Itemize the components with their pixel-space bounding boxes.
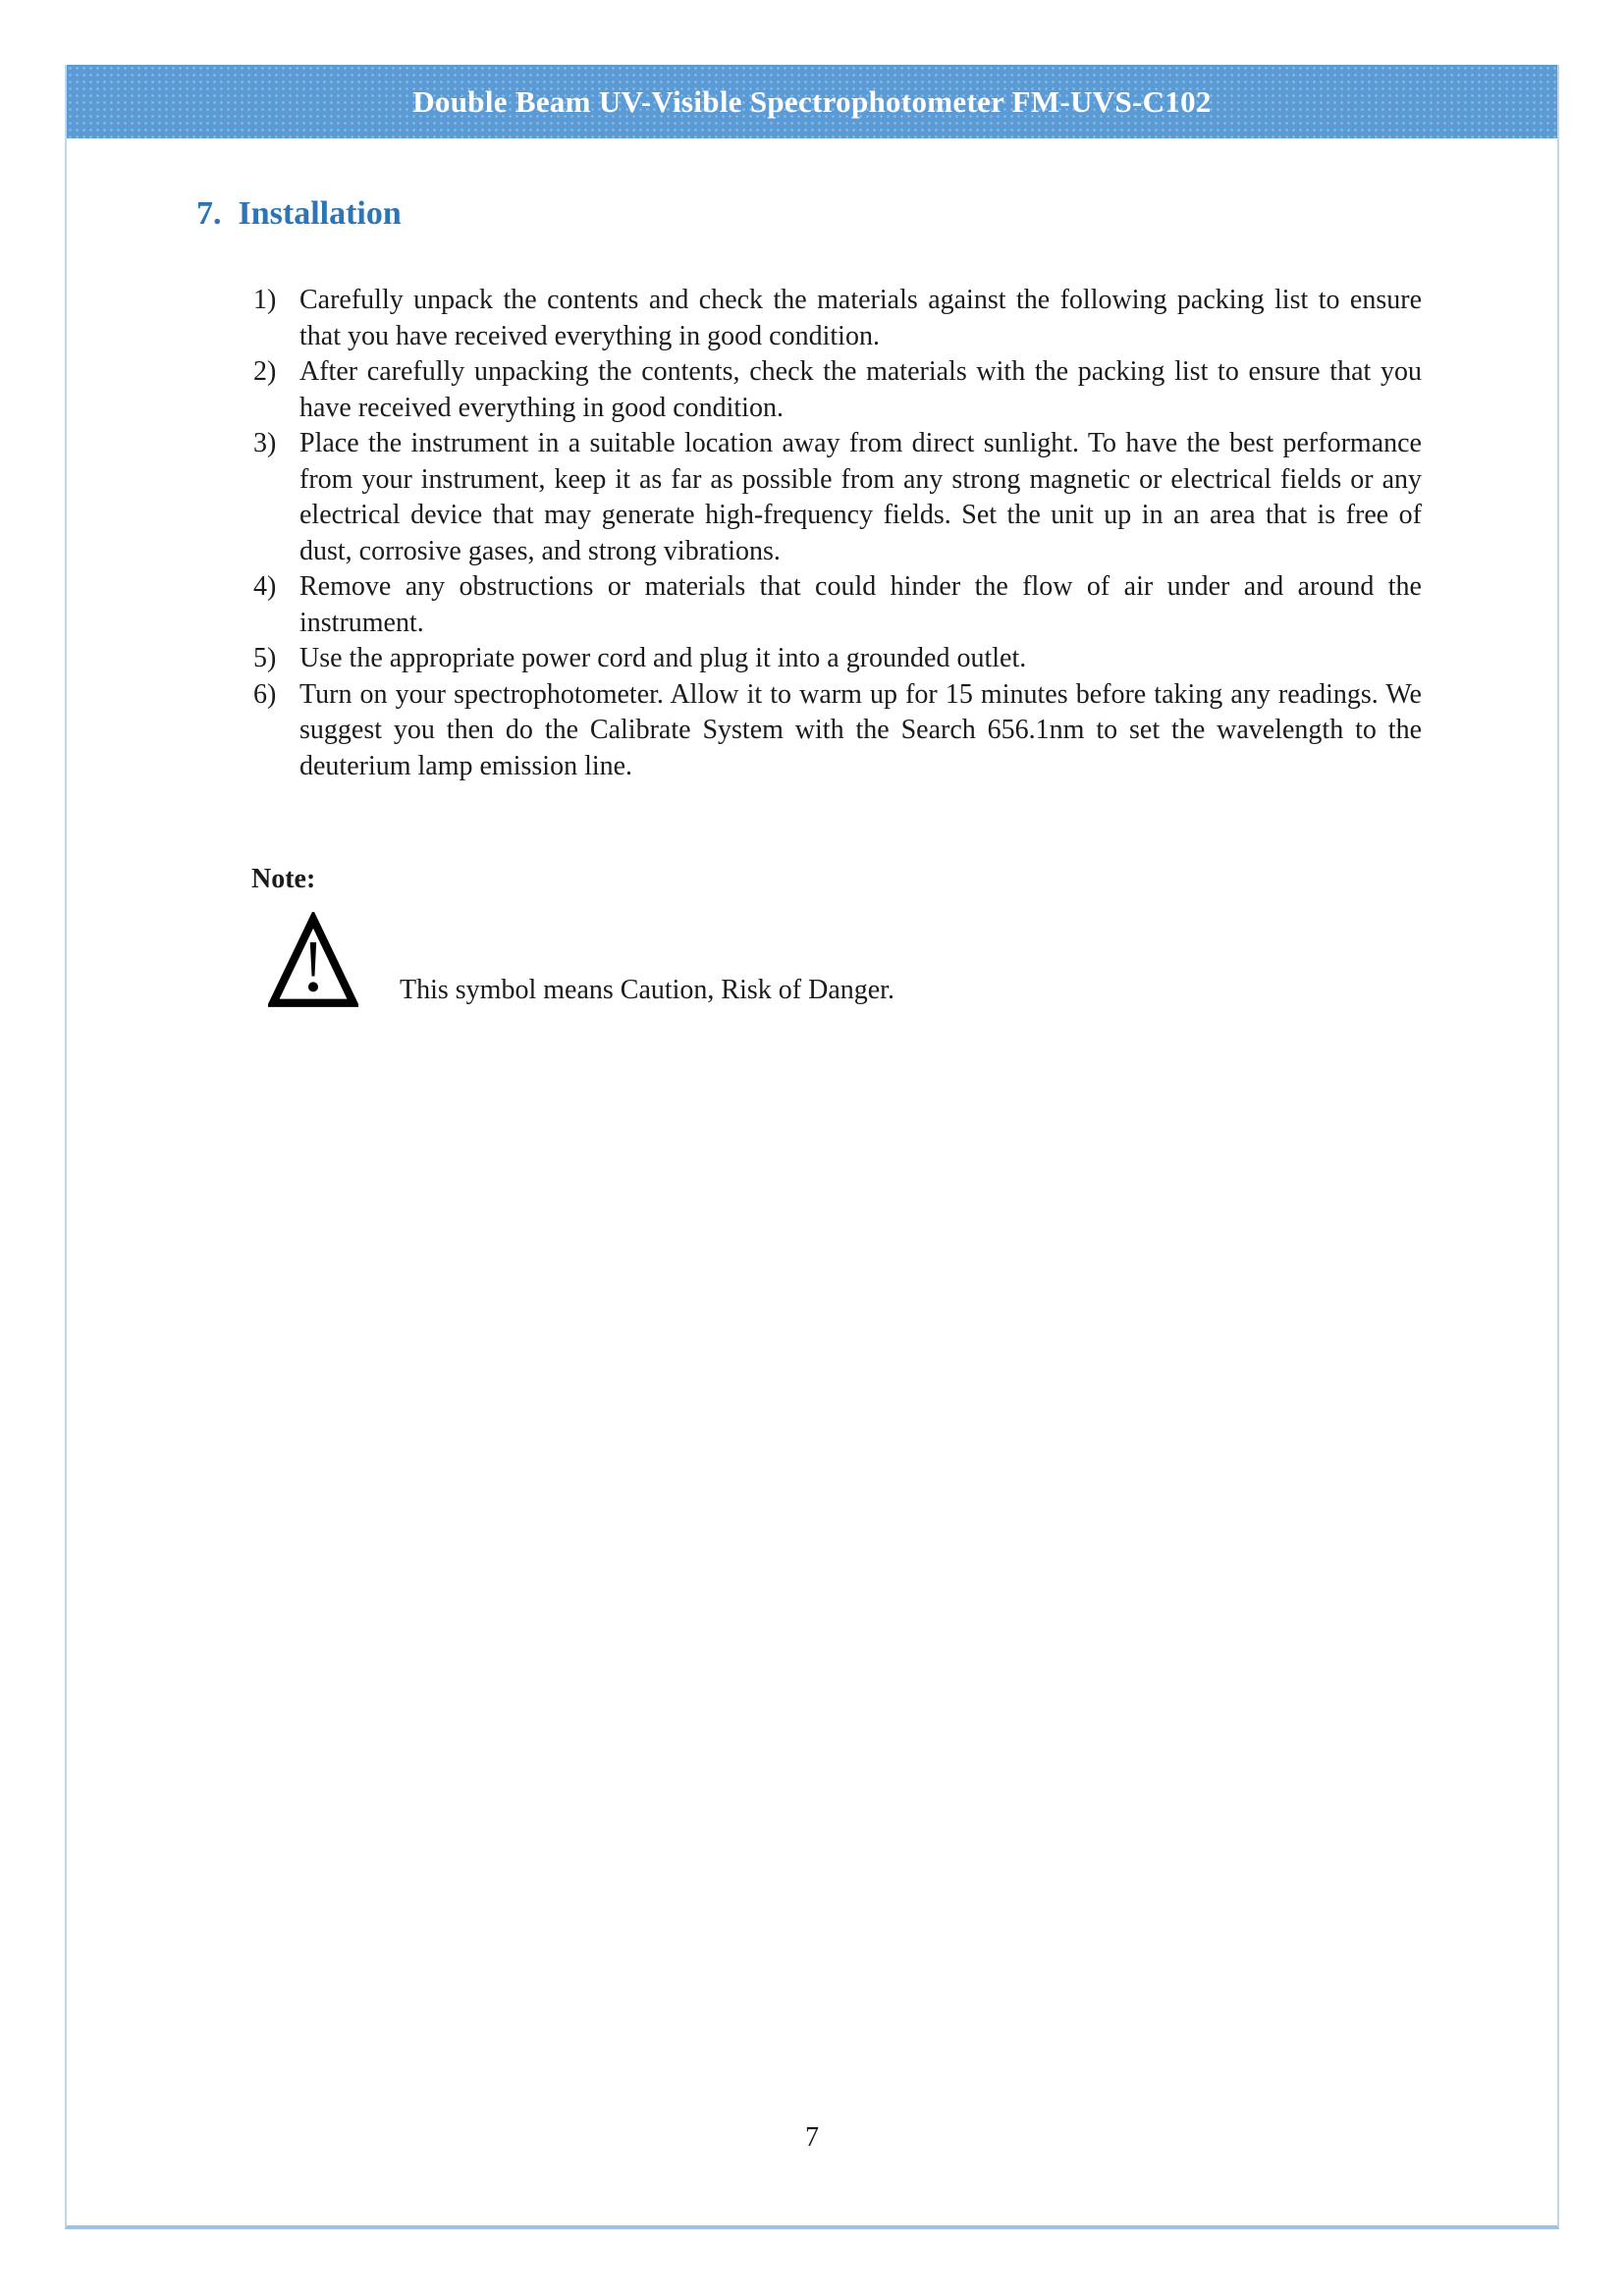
list-item [253,677,1422,785]
caution-row [268,912,1422,1010]
list-item [253,426,1422,569]
document-title: Double Beam UV-Visible Spectrophotometer FM-UVS-C102 [412,83,1212,119]
list-item [253,354,1422,426]
section-heading [196,194,1422,234]
page-number: 7 [805,2122,819,2153]
list-item [253,283,1422,354]
document-header [67,65,1557,138]
list-item-number: 3) [253,428,277,458]
list-item-text: After carefully unpacking the contents, check the materials with the packing list to ensure that you have received everything in good condition. [299,356,1422,423]
list-item-text: Carefully unpack the contents and check the materials against the following packing list to ensure that you have received everything in good condition. [299,285,1422,351]
installation-steps-list [253,283,1422,784]
list-item-number: 2) [253,356,277,387]
page-content [67,194,1557,1010]
list-item-text: Place the instrument in a suitable location away from direct sunlight. To have the best performance from your instrument, keep it as far as possible from any strong magnetic or electrical fields or any electrical device that may generate high-frequency fields. Set the unit up in an area that is free of dust, corrosive gases, and strong vibrations. [299,428,1422,566]
warning-triangle-icon [268,912,358,1010]
section-number: 7. [196,195,222,232]
section-title: Installation [238,195,402,232]
list-item-text: Remove any obstructions or materials that could hinder the flow of air under and around the instrument. [299,571,1422,638]
list-item [253,641,1422,677]
list-item-number: 5) [253,643,277,673]
list-item-number: 4) [253,571,277,602]
list-item-number: 6) [253,678,277,710]
list-item-number: 1) [253,285,277,315]
page-frame [65,65,1559,2229]
caution-text: This symbol means Caution, Risk of Danger. [400,975,894,1005]
list-item-text: Use the appropriate power cord and plug it into a grounded outlet. [299,643,1027,673]
note-label: Note: [251,864,316,894]
list-item-text: Turn on your spectrophotometer. Allow it to warm up for 15 minutes before taking any readings. We suggest you then do the Calibrate System with the Search 656.1nm to set the wavelength to the deuterium lamp emission line. [299,678,1422,781]
list-item [253,569,1422,641]
